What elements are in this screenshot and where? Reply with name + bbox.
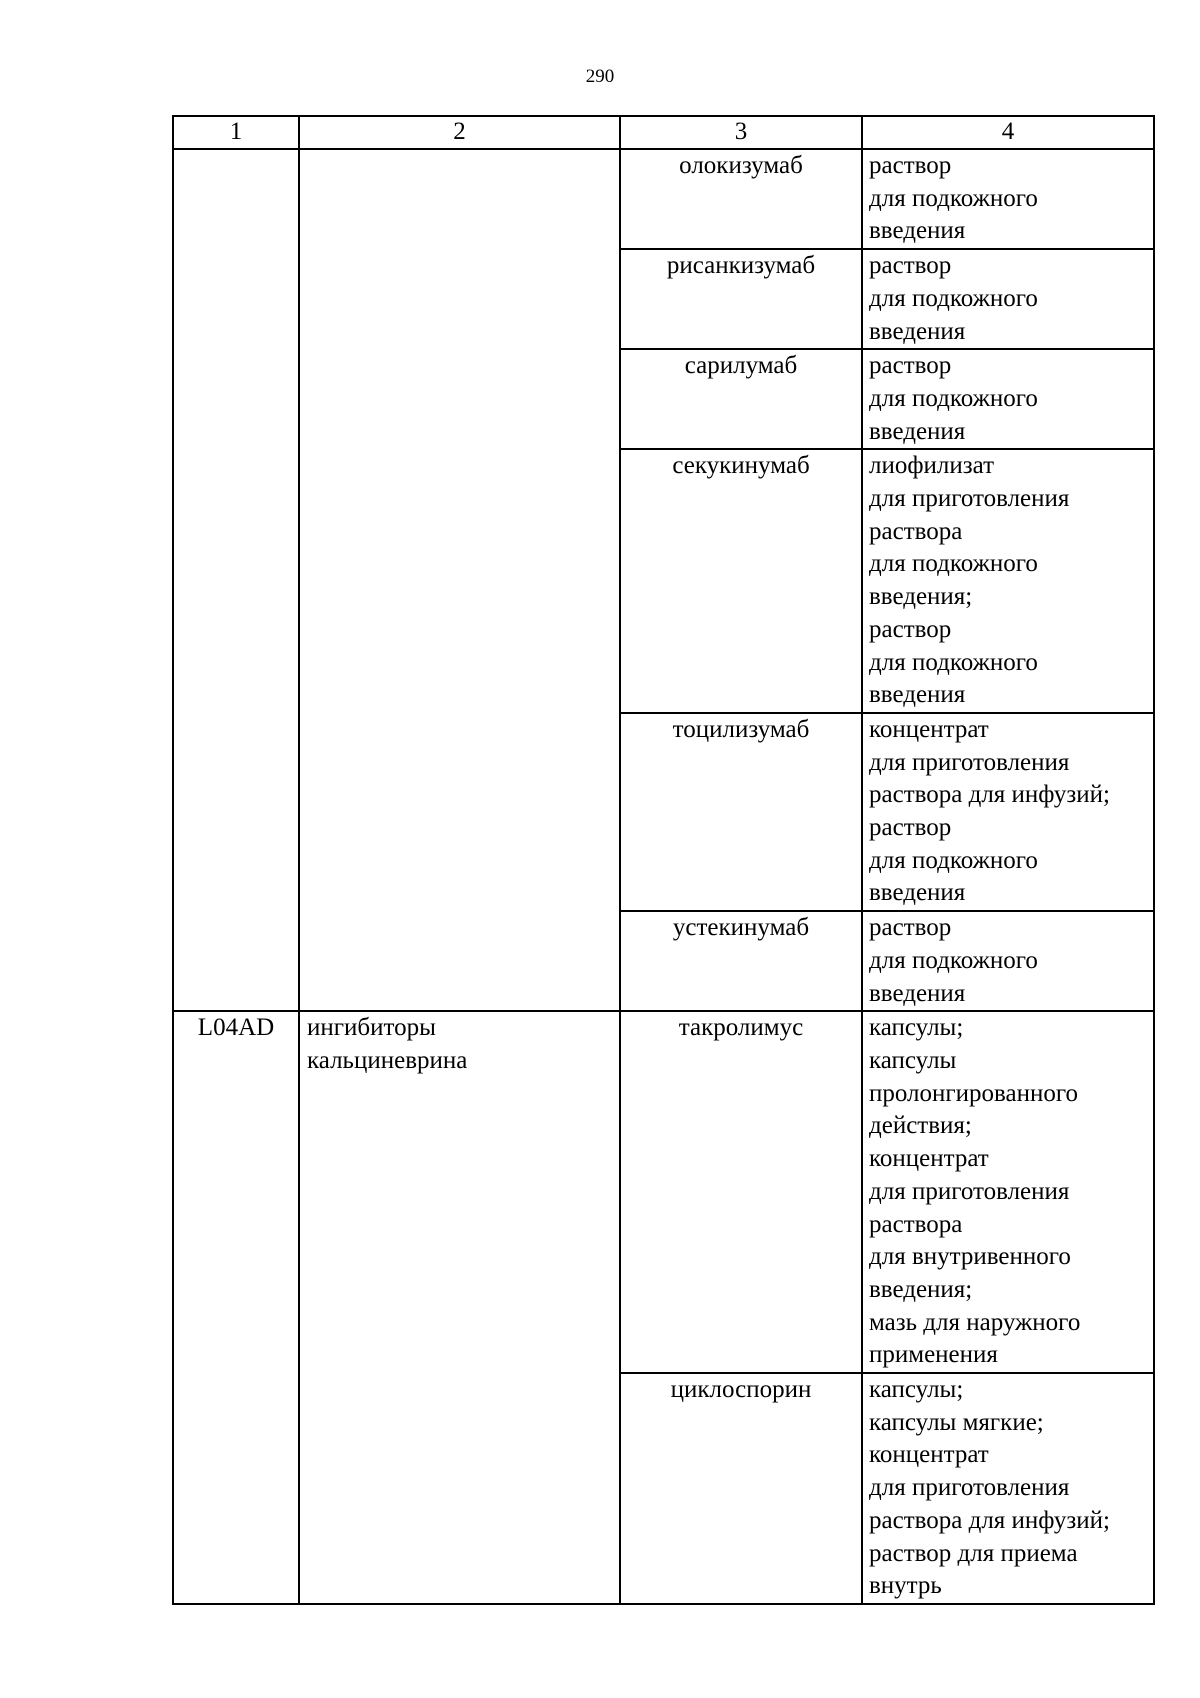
drug-name: тоцилизумаб [620,713,862,911]
dosage-forms [862,249,1154,349]
dosage-form-line: введения; [869,1275,973,1303]
dosage-form-line: для приготовления [869,748,1070,776]
dosage-form-line: для подкожного [869,184,1038,212]
group-name-line: ингибиторы [307,1014,436,1042]
dosage-form-line: капсулы; [869,1014,964,1042]
dosage-form-line: введения [869,979,966,1007]
dosage-form-line: раствор [869,352,952,380]
header-cell-4: 4 [862,116,1154,149]
dosage-forms [862,911,1154,1011]
dosage-form-line: введения [869,681,966,709]
dosage-form-line: для приготовления [869,1177,1070,1205]
dosage-form-line: для приготовления [869,1474,1070,1502]
header-cell-3: 3 [620,116,862,149]
dosage-form-line: введения [869,217,966,245]
dosage-form-line: введения [869,317,966,345]
dosage-form-line: мазь для наружного [869,1308,1081,1336]
header-row [173,116,1154,149]
atc-code: L04AD [173,1011,299,1604]
dosage-form-line: для подкожного [869,550,1038,578]
dosage-form-line: внутрь [869,1572,942,1600]
dosage-form-line: капсулы [869,1046,957,1074]
dosage-form-line: капсулы; [869,1376,964,1404]
dosage-form-line: для внутривенного [869,1243,1071,1271]
table-row [173,149,1154,249]
page-number: 290 [585,66,615,87]
dosage-form-line: введения [869,879,966,907]
dosage-form-line: для подкожного [869,284,1038,312]
dosage-form-line: для подкожного [869,384,1038,412]
dosage-form-line: раствора [869,1210,963,1238]
header-cell-1: 1 [173,116,299,149]
header-cell-2: 2 [299,116,620,149]
drug-name: такролимус [620,1011,862,1373]
dosage-forms [862,349,1154,449]
dosage-form-line: раствор [869,152,952,179]
dosage-form-line: раствора для инфузий; [869,1506,1110,1534]
dosage-form-line: лиофилизат [869,452,995,480]
dosage-forms [862,449,1154,713]
dosage-form-line: концентрат [869,715,989,743]
drug-table [172,115,1155,1605]
dosage-form-line: действия; [869,1112,972,1140]
drug-name: циклоспорин [620,1373,862,1604]
drug-name: сарилумаб [620,349,862,449]
dosage-form-line: раствор [869,252,952,280]
group-name-line: кальциневрина [307,1046,468,1074]
dosage-form-line: для подкожного [869,648,1038,676]
drug-name: олокизумаб [620,149,862,249]
dosage-form-line: раствор [869,914,952,942]
dosage-form-line: для приготовления [869,485,1070,513]
table-row [173,1011,1154,1373]
dosage-form-line: для подкожного [869,846,1038,874]
dosage-form-line: раствора [869,517,963,545]
dosage-form-line: раствор [869,814,952,842]
dosage-form-line: концентрат [869,1441,989,1469]
dosage-form-line: введения; [869,583,973,611]
dosage-form-line: раствор [869,615,952,643]
dosage-form-line: раствор для приема [869,1539,1078,1567]
drug-name: секукинумаб [620,449,862,713]
drug-name: рисанкизумаб [620,249,862,349]
dosage-forms [862,1011,1154,1373]
dosage-forms [862,149,1154,249]
dosage-form-line: введения [869,417,966,445]
dosage-form-line: капсулы мягкие; [869,1408,1044,1436]
dosage-forms [862,1373,1154,1604]
dosage-form-line: для подкожного [869,946,1038,974]
atc-code-cell [173,149,299,1011]
dosage-form-line: концентрат [869,1145,989,1173]
dosage-form-line: применения [869,1341,998,1369]
dosage-form-line: раствора для инфузий; [869,781,1110,809]
drug-name: устекинумаб [620,911,862,1011]
group-name [299,1011,620,1604]
dosage-form-line: пролонгированного [869,1079,1078,1107]
dosage-forms [862,713,1154,911]
group-name-cell [299,149,620,1011]
